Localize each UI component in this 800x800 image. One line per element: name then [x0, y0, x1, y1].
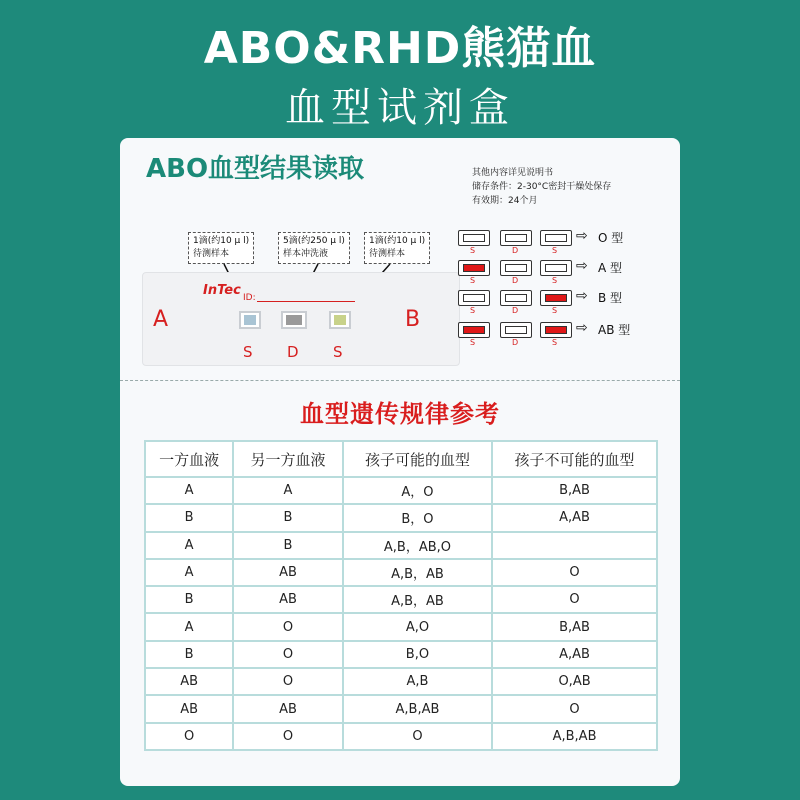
legend-result: AB 型 — [598, 323, 631, 337]
legend-well-label: S — [470, 338, 476, 347]
arrow-icon: ⇨ — [576, 288, 588, 304]
table-cell: A,AB — [492, 504, 657, 531]
legend-well-label: D — [512, 306, 519, 315]
table-cell: B,O — [343, 641, 492, 668]
test-strip — [142, 272, 460, 366]
table-cell — [492, 532, 657, 559]
table-cell: AB — [233, 586, 343, 613]
legend-result: O 型 — [598, 231, 624, 245]
well-label: S — [333, 343, 343, 361]
table-cell: O — [233, 613, 343, 640]
table-row — [145, 477, 657, 504]
legend-well — [500, 260, 532, 276]
table-cell: A — [145, 477, 233, 504]
well-s-right — [329, 311, 351, 329]
table-row — [145, 695, 657, 722]
table-cell: A,B，AB — [343, 559, 492, 586]
well-fill — [244, 315, 256, 325]
legend-well-label: S — [552, 338, 558, 347]
legend-well — [500, 322, 532, 338]
legend-well-fill — [463, 326, 485, 334]
legend-well — [500, 290, 532, 306]
well-d — [281, 311, 307, 329]
table-cell: AB — [145, 668, 233, 695]
section-divider — [120, 380, 680, 381]
legend-well — [458, 290, 490, 306]
table-header-row — [145, 441, 657, 477]
well-label: D — [287, 343, 299, 361]
table-cell: O — [145, 723, 233, 750]
legend-well — [458, 322, 490, 338]
legend-result: B 型 — [598, 291, 623, 305]
table-cell: B — [145, 641, 233, 668]
column-header: 孩子可能的血型 — [343, 441, 492, 477]
table-cell: B — [145, 504, 233, 531]
table-cell: O — [492, 559, 657, 586]
table-cell: B — [233, 532, 343, 559]
legend-well — [540, 322, 572, 338]
legend-well — [540, 290, 572, 306]
callout-line: 待测样本 — [193, 249, 230, 259]
table-row — [145, 641, 657, 668]
strip-label-b: B — [405, 307, 421, 332]
legend-well-fill — [545, 326, 567, 334]
note-line: 储存条件：2-30°C密封干燥处保存 — [472, 182, 612, 192]
legend-well-fill — [463, 294, 485, 302]
legend-well-label: S — [552, 246, 558, 255]
table-cell: A,B,AB — [343, 695, 492, 722]
table-cell: O — [233, 668, 343, 695]
callout-line: 样本冲洗液 — [283, 249, 329, 259]
legend-well-label: S — [552, 276, 558, 285]
table-cell: AB — [145, 695, 233, 722]
id-line — [257, 301, 355, 302]
legend-well-label: S — [470, 306, 476, 315]
reference-title: 血型遗传规律参考 — [300, 400, 500, 428]
table-cell: A — [233, 477, 343, 504]
note-line: 其他内容详见说明书 — [472, 168, 554, 178]
legend-well — [540, 260, 572, 276]
legend-well-label: S — [552, 306, 558, 315]
table-cell: AB — [233, 695, 343, 722]
table-cell: B，O — [343, 504, 492, 531]
table-cell: O,AB — [492, 668, 657, 695]
legend-well-fill — [463, 234, 485, 242]
table-row — [145, 613, 657, 640]
legend-well-fill — [505, 294, 527, 302]
page-subtitle: 血型试剂盒 — [285, 85, 515, 131]
legend-well-fill — [505, 326, 527, 334]
table-cell: A,B，AB,O — [343, 532, 492, 559]
table-row — [145, 723, 657, 750]
info-card — [120, 138, 680, 786]
callout-line: 1滴(约10 μ l) — [369, 236, 426, 246]
callout-line: 5滴(约250 μ l) — [283, 236, 345, 246]
page-title: ABO&RHD熊猫血 — [203, 23, 597, 74]
table-cell: A,B,AB — [492, 723, 657, 750]
arrow-icon: ⇨ — [576, 258, 588, 274]
legend-well-fill — [463, 264, 485, 272]
strip-label-a: A — [153, 307, 169, 332]
arrow-icon: ⇨ — [576, 320, 588, 336]
inheritance-table — [144, 440, 658, 751]
table-body — [145, 477, 657, 750]
well-label: S — [243, 343, 253, 361]
table-cell: O — [492, 695, 657, 722]
table-cell: O — [233, 723, 343, 750]
id-label: ID: — [243, 293, 256, 303]
legend-result: A 型 — [598, 261, 623, 275]
table-cell: A — [145, 532, 233, 559]
column-header: 孩子不可能的血型 — [492, 441, 657, 477]
table-cell: A,AB — [492, 641, 657, 668]
legend-well-fill — [505, 264, 527, 272]
table-cell: O — [492, 586, 657, 613]
legend-well-fill — [505, 234, 527, 242]
legend-well — [458, 230, 490, 246]
legend-well-label: D — [512, 338, 519, 347]
table-cell: A — [145, 559, 233, 586]
table-cell: A — [145, 613, 233, 640]
legend-well — [458, 260, 490, 276]
legend-well-label: D — [512, 276, 519, 285]
legend-well-label: D — [512, 246, 519, 255]
brand-logo: InTec — [203, 283, 241, 298]
legend-well — [500, 230, 532, 246]
callout-line: 1滴(约10 μ l) — [193, 236, 250, 246]
callout-line: 待测样本 — [369, 249, 406, 259]
legend-well-label: S — [470, 276, 476, 285]
table-cell: B — [145, 586, 233, 613]
table-cell: A,B，AB — [343, 586, 492, 613]
table-cell: A，O — [343, 477, 492, 504]
well-s-left — [239, 311, 261, 329]
storage-notes — [472, 166, 611, 208]
well-fill — [286, 315, 302, 325]
table-row — [145, 504, 657, 531]
column-header: 一方血液 — [145, 441, 233, 477]
well-fill — [334, 315, 346, 325]
legend-well-fill — [545, 234, 567, 242]
legend-well-fill — [545, 294, 567, 302]
legend-well-label: S — [470, 246, 476, 255]
table-cell: O — [343, 723, 492, 750]
legend-well-fill — [545, 264, 567, 272]
legend-well — [540, 230, 572, 246]
table-row — [145, 532, 657, 559]
table-cell: B,AB — [492, 613, 657, 640]
column-header: 另一方血液 — [233, 441, 343, 477]
table-row — [145, 586, 657, 613]
table-row — [145, 668, 657, 695]
note-line: 有效期：24个月 — [472, 196, 538, 206]
table-cell: AB — [233, 559, 343, 586]
table-cell: B — [233, 504, 343, 531]
reading-section-title: ABO血型结果读取 — [146, 154, 365, 184]
table-cell: A,B — [343, 668, 492, 695]
table-cell: A,O — [343, 613, 492, 640]
table-row — [145, 559, 657, 586]
table-cell: O — [233, 641, 343, 668]
arrow-icon: ⇨ — [576, 228, 588, 244]
table-cell: B,AB — [492, 477, 657, 504]
